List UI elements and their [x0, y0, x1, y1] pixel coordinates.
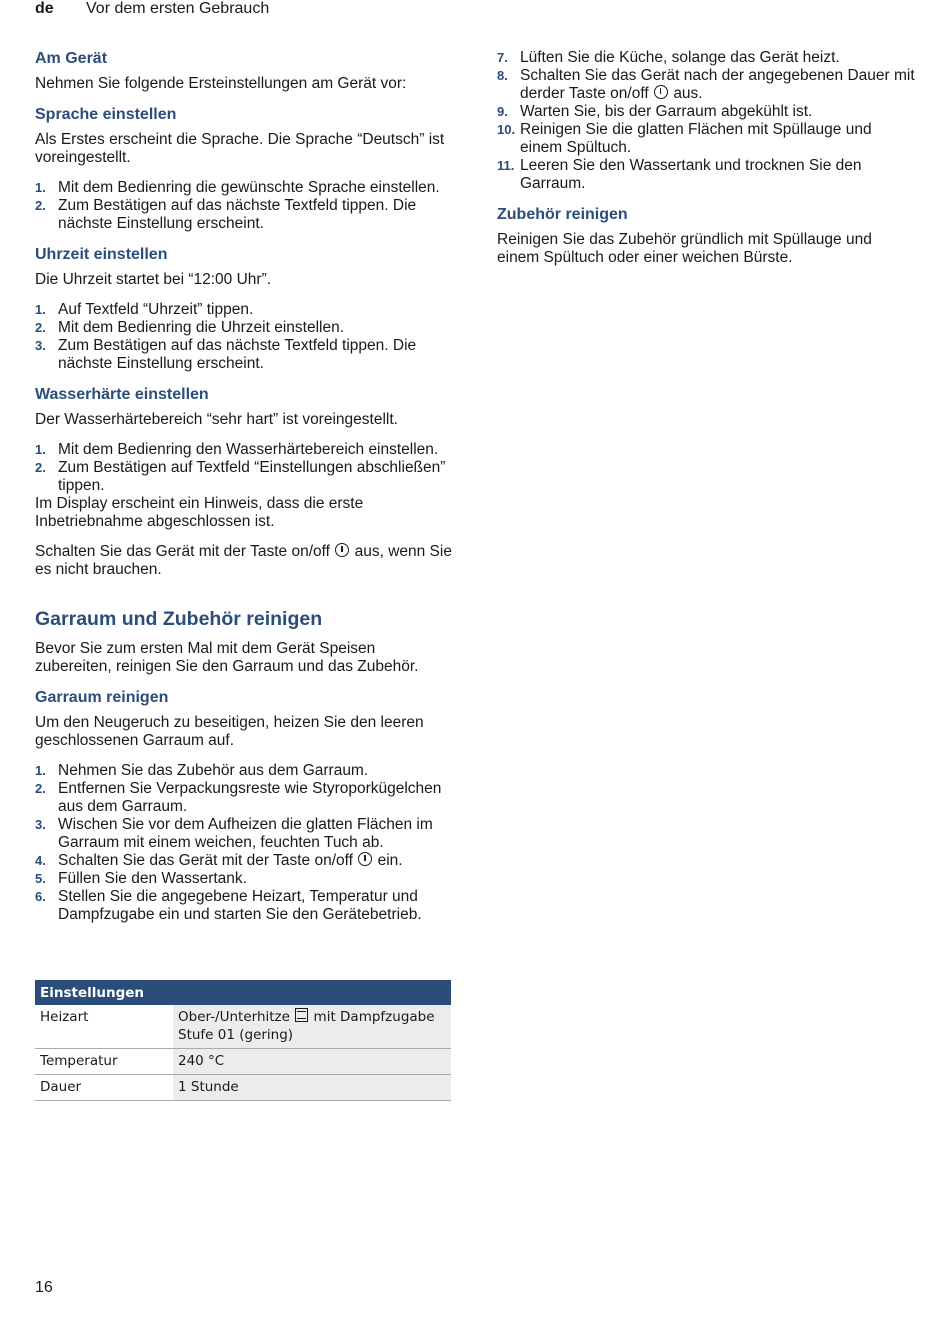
right-column [497, 49, 917, 279]
steps-right-8 [497, 67, 917, 103]
settings-table [35, 980, 451, 1101]
steps-sprache [35, 179, 455, 233]
steps-garraum-reinigen-a [35, 762, 455, 852]
steps-garraum-reinigen-b [35, 870, 455, 924]
heading-zubehoer-reinigen: Zubehör reinigen [497, 206, 628, 223]
list-item [35, 870, 455, 888]
step-text: Zum Bestätigen auf das nächste Textfeld tippen. Die nächste Einstellung erscheint. [58, 337, 417, 372]
step-number: 1. [35, 763, 46, 778]
power-icon [335, 543, 349, 557]
list-item [35, 441, 455, 459]
step-number: 2. [35, 198, 46, 213]
step-number: 1. [35, 302, 46, 317]
step-text: Leeren Sie den Wassertank und trocknen Sie den Garraum. [520, 157, 862, 192]
switch-off-text-b: aus, wenn Sie es nicht brauchen. [35, 543, 452, 578]
dauer-value: 1 Stunde [173, 1075, 451, 1101]
list-item [497, 103, 917, 121]
table-row [35, 1005, 451, 1049]
chapter-title: Vor dem ersten Gebrauch [86, 0, 270, 17]
table-row [35, 1049, 451, 1075]
step-text: Nehmen Sie das Zubehör aus dem Garraum. [58, 762, 369, 779]
power-icon [358, 852, 372, 866]
section-sprache [35, 105, 455, 233]
switch-off-text-a: Schalten Sie das Gerät mit der Taste on/off [35, 543, 330, 560]
table-row [35, 1075, 451, 1101]
intro-garraum-reinigen: Um den Neugeruch zu beseitigen, heizen Sie den leeren geschlossenen Garraum auf. [35, 714, 424, 749]
steps-wasserhaerte [35, 441, 455, 495]
text-zubehoer-reinigen: Reinigen Sie das Zubehör gründlich mit Spüllauge und einem Spültuch oder einer weichen Bürste. [497, 231, 872, 266]
step-text: Wischen Sie vor dem Aufheizen die glatten Flächen im Garraum mit einem weichen, feuchten Tuch ab. [58, 816, 433, 851]
heizart-level: Stufe 01 (gering) [178, 1027, 294, 1043]
temperatur-label: Temperatur [35, 1049, 173, 1075]
step-text: Lüften Sie die Küche, solange das Gerät heizt. [520, 49, 840, 66]
step-text: Entfernen Sie Verpackungsreste wie Styroporkügelchen aus dem Garraum. [58, 780, 442, 815]
step-text: Zum Bestätigen auf das nächste Textfeld tippen. Die nächste Einstellung erscheint. [58, 197, 417, 232]
list-item [35, 459, 455, 495]
heizart-mode: Ober-/Unterhitze [178, 1009, 290, 1025]
table-header: Einstellungen [35, 980, 451, 1005]
list-item [35, 888, 455, 924]
step-number: 2. [35, 460, 46, 475]
list-item [35, 762, 455, 780]
page-number: 16 [35, 1279, 53, 1296]
note-inbetriebnahme: Im Display erscheint ein Hinweis, dass die erste Inbetriebnahme abgeschlossen ist. [35, 495, 364, 530]
heizart-steam: mit Dampfzugabe [313, 1009, 435, 1025]
step-number: 10. [497, 122, 516, 137]
heading-garraum-reinigen: Garraum reinigen [35, 689, 169, 706]
list-item [35, 179, 455, 197]
table-header-row [35, 980, 451, 1005]
step-number: 3. [35, 338, 46, 353]
step-number: 2. [35, 320, 46, 335]
intro-sprache: Als Erstes erscheint die Sprache. Die Sprache “Deutsch” ist voreingestellt. [35, 131, 445, 166]
intro-uhrzeit: Die Uhrzeit startet bei “12:00 Uhr”. [35, 271, 272, 288]
list-item [35, 780, 455, 816]
language-code: de [35, 0, 54, 17]
intro-am-geraet: Nehmen Sie folgende Ersteinstellungen am Gerät vor: [35, 75, 407, 92]
step-number: 9. [497, 104, 508, 119]
step-number: 2. [35, 781, 46, 796]
step-number: 7. [497, 50, 508, 65]
step4-text-b: ein. [377, 852, 403, 869]
steps-right-a [497, 49, 917, 67]
step-text: Reinigen Sie die glatten Flächen mit Spüllauge und einem Spültuch. [520, 121, 872, 156]
step-number: 4. [35, 853, 46, 868]
step-text: Mit dem Bedienring den Wasserhärtebereich einstellen. [58, 441, 439, 458]
step8-text-a: Schalten Sie das Gerät nach der angegebenen Dauer mit derder Taste on/off [520, 67, 915, 102]
step-number: 11. [497, 158, 515, 173]
list-item [35, 197, 455, 233]
section-garraum-reinigen [35, 688, 455, 924]
step-text: Auf Textfeld “Uhrzeit” tippen. [58, 301, 254, 318]
heizart-value [173, 1005, 451, 1049]
step-number: 3. [35, 817, 46, 832]
step-text: Füllen Sie den Wassertank. [58, 870, 247, 887]
step8-text-b: aus. [673, 85, 703, 102]
temperatur-value: 240 °C [173, 1049, 451, 1075]
list-item [35, 337, 455, 373]
heading-am-geraet: Am Gerät [35, 50, 108, 67]
steps-garraum-reinigen-4 [35, 852, 455, 870]
step-text: Zum Bestätigen auf Textfeld “Einstellungen abschließen” tippen. [58, 459, 446, 494]
heading-uhrzeit: Uhrzeit einstellen [35, 246, 168, 263]
list-item [497, 121, 917, 157]
left-column [35, 49, 455, 936]
step-text: Mit dem Bedienring die gewünschte Sprache einstellen. [58, 179, 440, 196]
section-garraum-zubehoer [35, 607, 455, 676]
steps-right-b [497, 103, 917, 193]
step-number: 8. [497, 68, 508, 83]
top-bottom-heat-icon [295, 1008, 308, 1022]
step-text: Mit dem Bedienring die Uhrzeit einstellen. [58, 319, 345, 336]
list-item [35, 852, 455, 870]
section-wasserhaerte [35, 385, 455, 579]
step-number: 1. [35, 180, 46, 195]
intro-garraum-zubehoer: Bevor Sie zum ersten Mal mit dem Gerät Speisen zubereiten, reinigen Sie den Garraum und das Zubehör. [35, 640, 419, 675]
step4-text-a: Schalten Sie das Gerät mit der Taste on/off [58, 852, 353, 869]
step-text: Warten Sie, bis der Garraum abgekühlt ist. [520, 103, 813, 120]
step-number: 5. [35, 871, 46, 886]
list-item [35, 816, 455, 852]
heading-wasserhaerte: Wasserhärte einstellen [35, 386, 209, 403]
note-switch-off [35, 543, 455, 579]
list-item [497, 157, 917, 193]
step-number: 6. [35, 889, 46, 904]
intro-wasserhaerte: Der Wasserhärtebereich “sehr hart” ist voreingestellt. [35, 411, 398, 428]
steps-uhrzeit [35, 301, 455, 373]
section-zubehoer-reinigen [497, 205, 917, 267]
step-text: Stellen Sie die angegebene Heizart, Temperatur und Dampfzugabe ein und starten Sie den Gerätebetrieb. [58, 888, 422, 923]
dauer-label: Dauer [35, 1075, 173, 1101]
list-item [497, 49, 917, 67]
heizart-label: Heizart [35, 1005, 173, 1049]
power-icon [654, 85, 668, 99]
list-item [497, 67, 917, 103]
heading-sprache: Sprache einstellen [35, 106, 177, 123]
section-am-geraet [35, 49, 455, 93]
list-item [35, 319, 455, 337]
section-uhrzeit [35, 245, 455, 373]
heading-garraum-zubehoer: Garraum und Zubehör reinigen [35, 608, 323, 630]
step-number: 1. [35, 442, 46, 457]
list-item [35, 301, 455, 319]
